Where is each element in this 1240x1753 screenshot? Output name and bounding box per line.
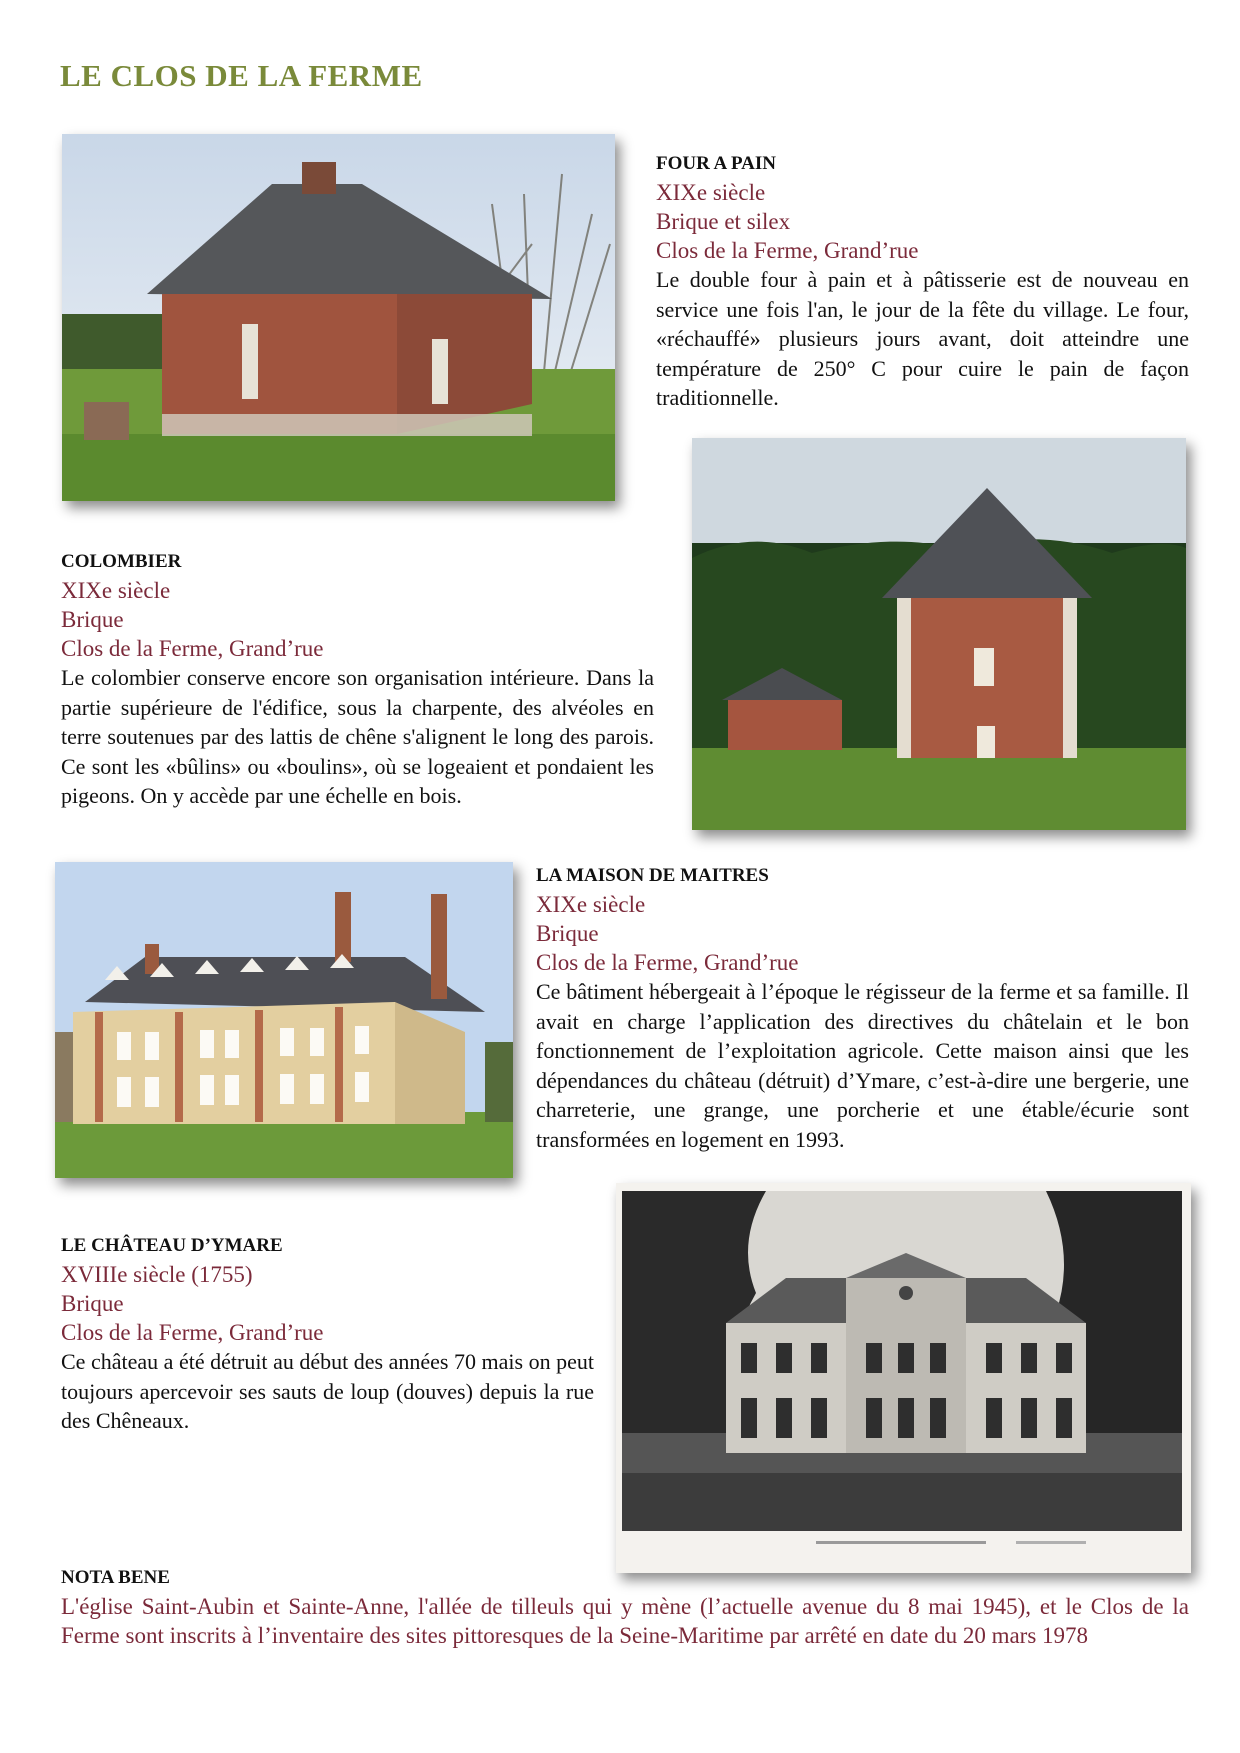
section-heading: LA MAISON DE MAITRES	[536, 865, 769, 886]
nota-heading: NOTA BENE	[61, 1567, 170, 1588]
nota-text: L'église Saint-Aubin et Sainte-Anne, l'allée de tilleuls qui y mène (l’actuelle avenue du 8 mai 1945), et le Clos de la Ferme sont inscrits à l’inventaire des sites pittoresques de la Seine-Maritime par arrêté en date du 20 mars 1978	[61, 1594, 1189, 1648]
section-material: Brique	[61, 607, 124, 632]
section-heading: FOUR A PAIN	[656, 153, 776, 174]
chateau-photo	[616, 1183, 1191, 1573]
section-text: Le double four à pain et à pâtisserie est de nouveau en service une fois l'an, le jour de la fête du village. Le four, «réchauffé» plusieurs jours avant, doit atteindre une température de 250° C pour cuire le pain de façon traditionnelle.	[656, 267, 1189, 410]
section-text: Le colombier conserve encore son organisation intérieure. Dans la partie supérieure de l'édifice, sous la charpente, des alvéoles en terre soutenues par des lattis de chêne s'alignent le long des parois. Ce sont les «bûlins» ou «boulins», où se logeaient et pondaient les pigeons. On y accède par une échelle en bois.	[61, 665, 654, 808]
section-century: XIXe siècle	[61, 578, 171, 603]
section-text: Ce château a été détruit au début des années 70 mais on peut toujours apercevoir ses sauts de loup (douves) depuis la rue des Chêneaux.	[61, 1349, 594, 1433]
section-location: Clos de la Ferme, Grand’rue	[61, 1320, 324, 1345]
nota-bene	[61, 1564, 1189, 1650]
manor-house-photo	[55, 862, 513, 1178]
section-location: Clos de la Ferme, Grand’rue	[536, 950, 799, 975]
section-colombier	[61, 548, 654, 811]
page-title: LE CLOS DE LA FERME	[60, 58, 423, 93]
dovecote-photo	[692, 438, 1186, 830]
section-century: XIXe siècle	[656, 180, 766, 205]
section-heading: COLOMBIER	[61, 551, 182, 572]
section-heading: LE CHÂTEAU D’YMARE	[61, 1235, 283, 1256]
bakehouse-photo	[62, 134, 615, 501]
section-century: XIXe siècle	[536, 892, 646, 917]
section-century: XVIIIe siècle (1755)	[61, 1262, 253, 1287]
section-four-a-pain	[656, 150, 1189, 413]
section-location: Clos de la Ferme, Grand’rue	[656, 238, 919, 263]
section-material: Brique et silex	[656, 209, 791, 234]
section-chateau	[61, 1232, 594, 1436]
section-material: Brique	[61, 1291, 124, 1316]
section-material: Brique	[536, 921, 599, 946]
section-maison-de-maitres	[536, 862, 1189, 1154]
section-location: Clos de la Ferme, Grand’rue	[61, 636, 324, 661]
section-text: Ce bâtiment hébergeait à l’époque le régisseur de la ferme et sa famille. Il avait en charge l’application des directives du châtelain et le bon fonctionnement de l’exploitation agricole. Cette maison ainsi que les dépendances du château (détruit) d’Ymare, c’est-à-dire une bergerie, une charreterie, une grange, une porcherie et une étable/écurie sont transformées en logement en 1993.	[536, 979, 1189, 1152]
